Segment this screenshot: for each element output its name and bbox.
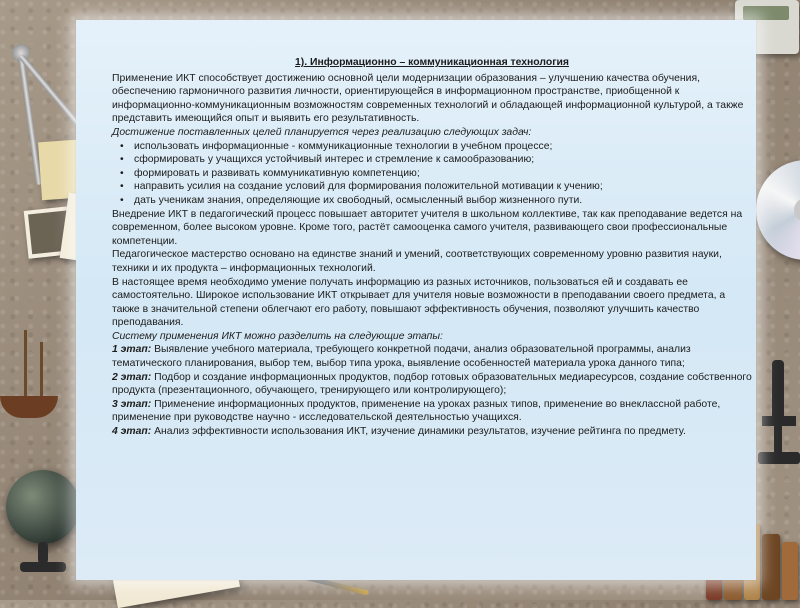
stage-text: Применение информационных продуктов, применение на уроках разных типов, применение во внеклассной работе, применение при руководстве научно - исследовательской деятельностью учащихся.: [112, 398, 721, 424]
stage-label: 2 этап:: [112, 371, 152, 383]
list-item: • направить усилия на создание условий для формирования положительной мотивации к учению;: [112, 180, 752, 194]
microscope-icon: [758, 360, 800, 470]
stages-intro: Систему применения ИКТ можно разделить на следующие этапы:: [112, 330, 443, 342]
list-item: • сформировать у учащихся устойчивый интерес и стремление к самообразованию;: [112, 153, 752, 167]
paragraph-mastery: Педагогическое мастерство основано на единстве знаний и умений, соответствующих современному уровню развития науки, техники и их продукта – информационных технологий.: [112, 249, 722, 274]
list-item: • дать ученикам знания, определяющие их свободный, осмысленный выбор жизненного пути.: [112, 194, 752, 208]
stages-list: [112, 343, 752, 438]
tasks-intro: Достижение поставленных целей планируется через реализацию следующих задач:: [112, 126, 532, 138]
stage-item: [112, 371, 752, 398]
stage-label: 1 этап:: [112, 344, 152, 356]
stage-item: [112, 425, 752, 439]
stage-label: 3 этап:: [112, 398, 152, 410]
page-title: 1). Информационно – коммуникационная технология: [295, 57, 569, 68]
stage-label: 4 этап:: [112, 426, 152, 438]
ship-icon: [0, 330, 60, 420]
stage-text: Подбор и создание информационных продуктов, подбор готовых образовательных медиаресурсов, создание собственного продукта (презентационного, обучающего, тренирующего или контролирующего);: [112, 371, 752, 397]
stage-item: [112, 343, 752, 370]
cd-icon: [750, 160, 800, 270]
document-body: [112, 56, 752, 439]
globe-icon: [6, 470, 86, 600]
stage-text: Анализ эффективности использования ИКТ, изучение динамики результатов, изучение рейтинга по предмету.: [151, 426, 686, 438]
paragraph-intro: Применение ИКТ способствует достижению основной цели модернизации образования – улучшению качества обучения, обеспечению гармоничного развития личности, ориентирующейся в информационном пространстве, приобщенной к информационно-коммуникационным возможностям современных технологий и обладающей информационной культурой, а также представить имеющийся опыт и выявить его результативность.: [112, 72, 744, 125]
paragraph-sources: В настоящее время необходимо умение получать информацию из разных источников, пользоваться ей и создавать ее самостоятельно. Широкое использование ИКТ открывает для учителя новые возможности в преподавании своего предмета, а также в значительной степени облегчают его работу, повышают эффективность обучения, позволяют улучшить качество преподавания.: [112, 276, 726, 329]
stage-item: [112, 398, 752, 425]
stage-text: Выявление учебного материала, требующего конкретной подачи, анализ образовательной программы, анализ тематического планирования, выбор тем, выбор типа урока, выявление особенностей материала урока данного типа;: [112, 344, 691, 370]
list-item: • использовать информационные - коммуникационные технологии в учебном процессе;: [112, 140, 752, 154]
list-item: • формировать и развивать коммуникативную компетенцию;: [112, 167, 752, 181]
paragraph-authority: Внедрение ИКТ в педагогический процесс повышает авторитет учителя в школьном коллективе, так как преподавание ведется на современном, более высоком уровне. Кроме того, растёт самооценка самого учителя, развивающего свои профессиональные компетенции.: [112, 208, 743, 247]
tasks-list: [112, 140, 752, 208]
